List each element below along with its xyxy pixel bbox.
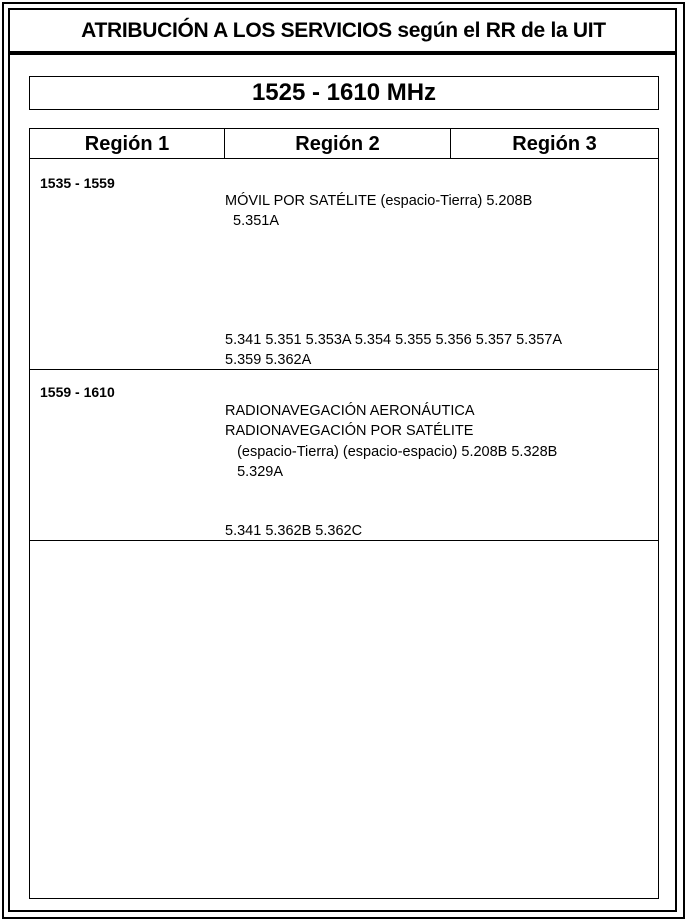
row-2-service-line-1: RADIONAVEGACIÓN AERONÁUTICA bbox=[225, 403, 475, 419]
band-range-box bbox=[29, 76, 659, 110]
header-divider bbox=[30, 158, 658, 159]
row-1-footnote-line-2: 5.359 5.362A bbox=[225, 352, 312, 368]
row-1-service-line-2: 5.351A bbox=[225, 213, 280, 229]
row-2-footnote-line-1: 5.341 5.362B 5.362C bbox=[225, 523, 363, 539]
allocation-table bbox=[29, 128, 659, 899]
region-1-header: Región 1 bbox=[30, 129, 225, 159]
row-2-band: 1559 - 1610 bbox=[40, 384, 115, 400]
row-1-service-line-1: MÓVIL POR SATÉLITE (espacio-Tierra) 5.208B bbox=[225, 193, 533, 209]
row-1-footnote-line-1: 5.341 5.351 5.353A 5.354 5.355 5.356 5.357 5.357A bbox=[225, 332, 563, 348]
row-2-service-line-4: 5.329A bbox=[225, 464, 284, 480]
region-3-header: Región 3 bbox=[512, 132, 597, 155]
title-bar bbox=[10, 10, 677, 55]
row-divider-1 bbox=[30, 369, 658, 370]
row-2-service-line-3: (espacio-Tierra) (espacio-espacio) 5.208B 5.328B bbox=[225, 444, 558, 460]
page-title: ATRIBUCIÓN A LOS SERVICIOS según el RR de la UIT bbox=[81, 18, 606, 42]
band-range: 1525 - 1610 MHz bbox=[251, 79, 437, 106]
region-2-header: Región 2 bbox=[225, 129, 451, 159]
row-divider-2 bbox=[30, 540, 658, 541]
row-2-service-line-2: RADIONAVEGACIÓN POR SATÉLITE bbox=[225, 423, 474, 439]
row-1-band: 1535 - 1559 bbox=[40, 175, 115, 191]
